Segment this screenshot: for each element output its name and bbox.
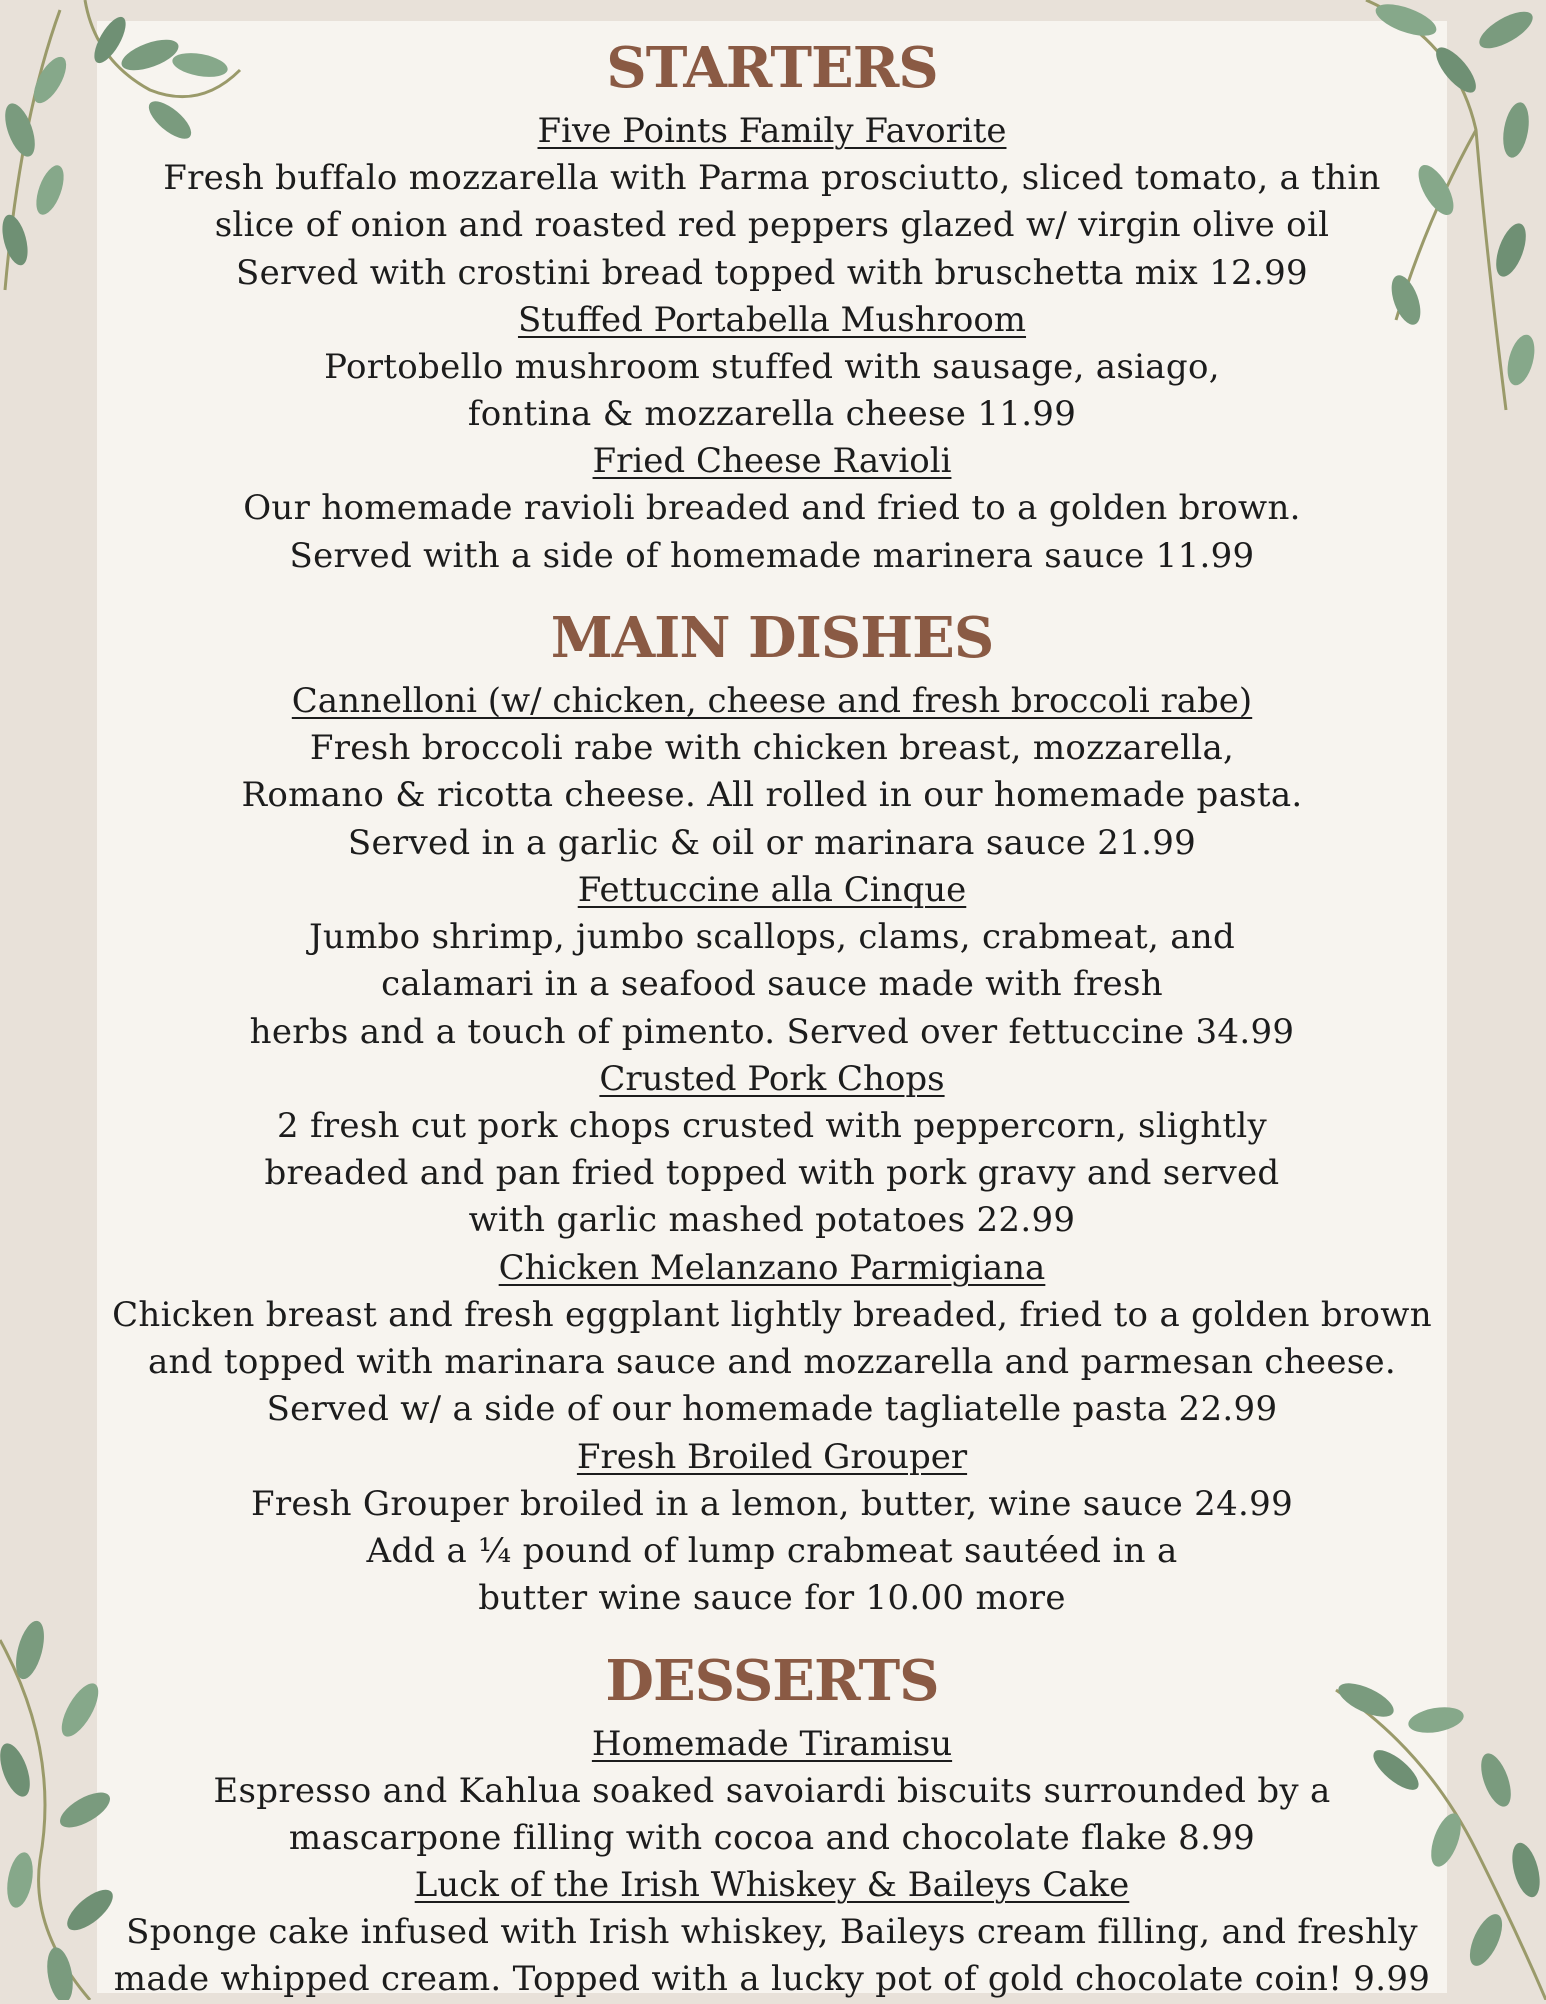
menu-item <box>97 1862 1447 2004</box>
menu-item <box>97 108 1447 297</box>
menu-item-description-line: breaded and pan fried topped with pork gravy and served <box>264 1153 1280 1194</box>
menu-item-description-line: Served with crostini bread topped with bruschetta mix 12.99 <box>236 252 1308 293</box>
menu-item-description-line: 2 fresh cut pork chops crusted with peppercorn, slightly <box>276 1105 1268 1146</box>
menu-item-description-line: Our homemade ravioli breaded and fried to a golden brown. <box>243 488 1301 529</box>
menu-item-description-line: and topped with marinara sauce and mozzarella and parmesan cheese. <box>147 1342 1397 1383</box>
section-title: MAIN DISHES <box>550 605 994 672</box>
menu-item-description-line: Fresh buffalo mozzarella with Parma prosciutto, sliced tomato, a thin <box>163 158 1381 198</box>
menu-item-description-line: Romano & ricotta cheese. All rolled in our homemade pasta. <box>241 775 1303 816</box>
menu-item <box>97 1245 1447 1434</box>
menu-item-description-line: with garlic mashed potatoes 22.99 <box>468 1200 1076 1241</box>
menu-item-name: Stuffed Portabella Mushroom <box>517 299 1027 340</box>
menu-item-description-line: slice of onion and roasted red peppers glazed w/ virgin olive oil <box>214 205 1330 246</box>
menu-item-description-line: mascarpone filling with cocoa and chocolate flake 8.99 <box>288 1817 1256 1858</box>
menu-item-description-line: Jumbo shrimp, jumbo scallops, clams, crabmeat, and <box>308 916 1236 957</box>
menu-item-name: Luck of the Irish Whiskey & Baileys Cake <box>414 1865 1130 1906</box>
menu-item-description-line: Chicken breast and fresh eggplant lightly breaded, fried to a golden brown <box>112 1294 1432 1335</box>
menu-item-name: Fettuccine alla Cinque <box>577 869 967 910</box>
menu-item-description-line: calamari in a seafood sauce made with fresh <box>381 964 1163 1005</box>
menu-item-description-line: herbs and a touch of pimento. Served over fettuccine 34.99 <box>249 1011 1295 1052</box>
menu-section <box>97 1641 1447 2004</box>
menu-item-name: Five Points Family Favorite <box>537 111 1007 151</box>
section-title: STARTERS <box>606 35 938 101</box>
menu-content <box>97 28 1447 2004</box>
menu-item-description-line: fontina & mozzarella cheese 11.99 <box>467 394 1077 435</box>
menu-item-name: Fresh Broiled Grouper <box>576 1436 968 1477</box>
menu-item-description-line: Fresh broccoli rabe with chicken breast, mozzarella, <box>309 728 1235 769</box>
menu-item-description-line: Sponge cake infused with Irish whiskey, Baileys cream filling, and freshly <box>126 1912 1418 1953</box>
menu-item-name: Cannelloni (w/ chicken, cheese and fresh broccoli rabe) <box>291 681 1253 722</box>
menu-item-name: Crusted Pork Chops <box>599 1058 945 1099</box>
menu-item-description-line: Add a ¼ pound of lump crabmeat sautéed in a <box>366 1530 1178 1571</box>
menu-item <box>97 1056 1447 1245</box>
menu-item-name: Homemade Tiramisu <box>591 1723 953 1764</box>
menu-item-name: Fried Cheese Ravioli <box>592 441 952 482</box>
menu-section <box>97 598 1447 1622</box>
menu-item-description-line: Served with a side of homemade marinera sauce 11.99 <box>289 535 1255 576</box>
menu-item <box>97 297 1447 439</box>
menu-item-description-line: Portobello mushroom stuffed with sausage, asiago, <box>324 346 1220 387</box>
menu-item-description-line: made whipped cream. Topped with a lucky pot of gold chocolate coin! 9.99 <box>113 1959 1431 2000</box>
menu-section <box>97 28 1447 580</box>
section-title: DESSERTS <box>605 1647 939 1714</box>
menu-item-name: Chicken Melanzano Parmigiana <box>498 1247 1046 1288</box>
menu-item-description-line: Served in a garlic & oil or marinara sauce 21.99 <box>347 822 1197 863</box>
menu-item-description-line: Served w/ a side of our homemade tagliatelle pasta 22.99 <box>266 1389 1278 1430</box>
menu-item <box>97 867 1447 1056</box>
menu-item-description-line: Espresso and Kahlua soaked savoiardi biscuits surrounded by a <box>213 1770 1331 1811</box>
menu-item-description-line: Fresh Grouper broiled in a lemon, butter, wine sauce 24.99 <box>250 1483 1293 1524</box>
menu-item <box>97 1721 1447 1863</box>
menu-item-description-line: butter wine sauce for 10.00 more <box>478 1578 1066 1619</box>
menu-item <box>97 1434 1447 1623</box>
menu-item <box>97 678 1447 867</box>
menu-item <box>97 438 1447 580</box>
